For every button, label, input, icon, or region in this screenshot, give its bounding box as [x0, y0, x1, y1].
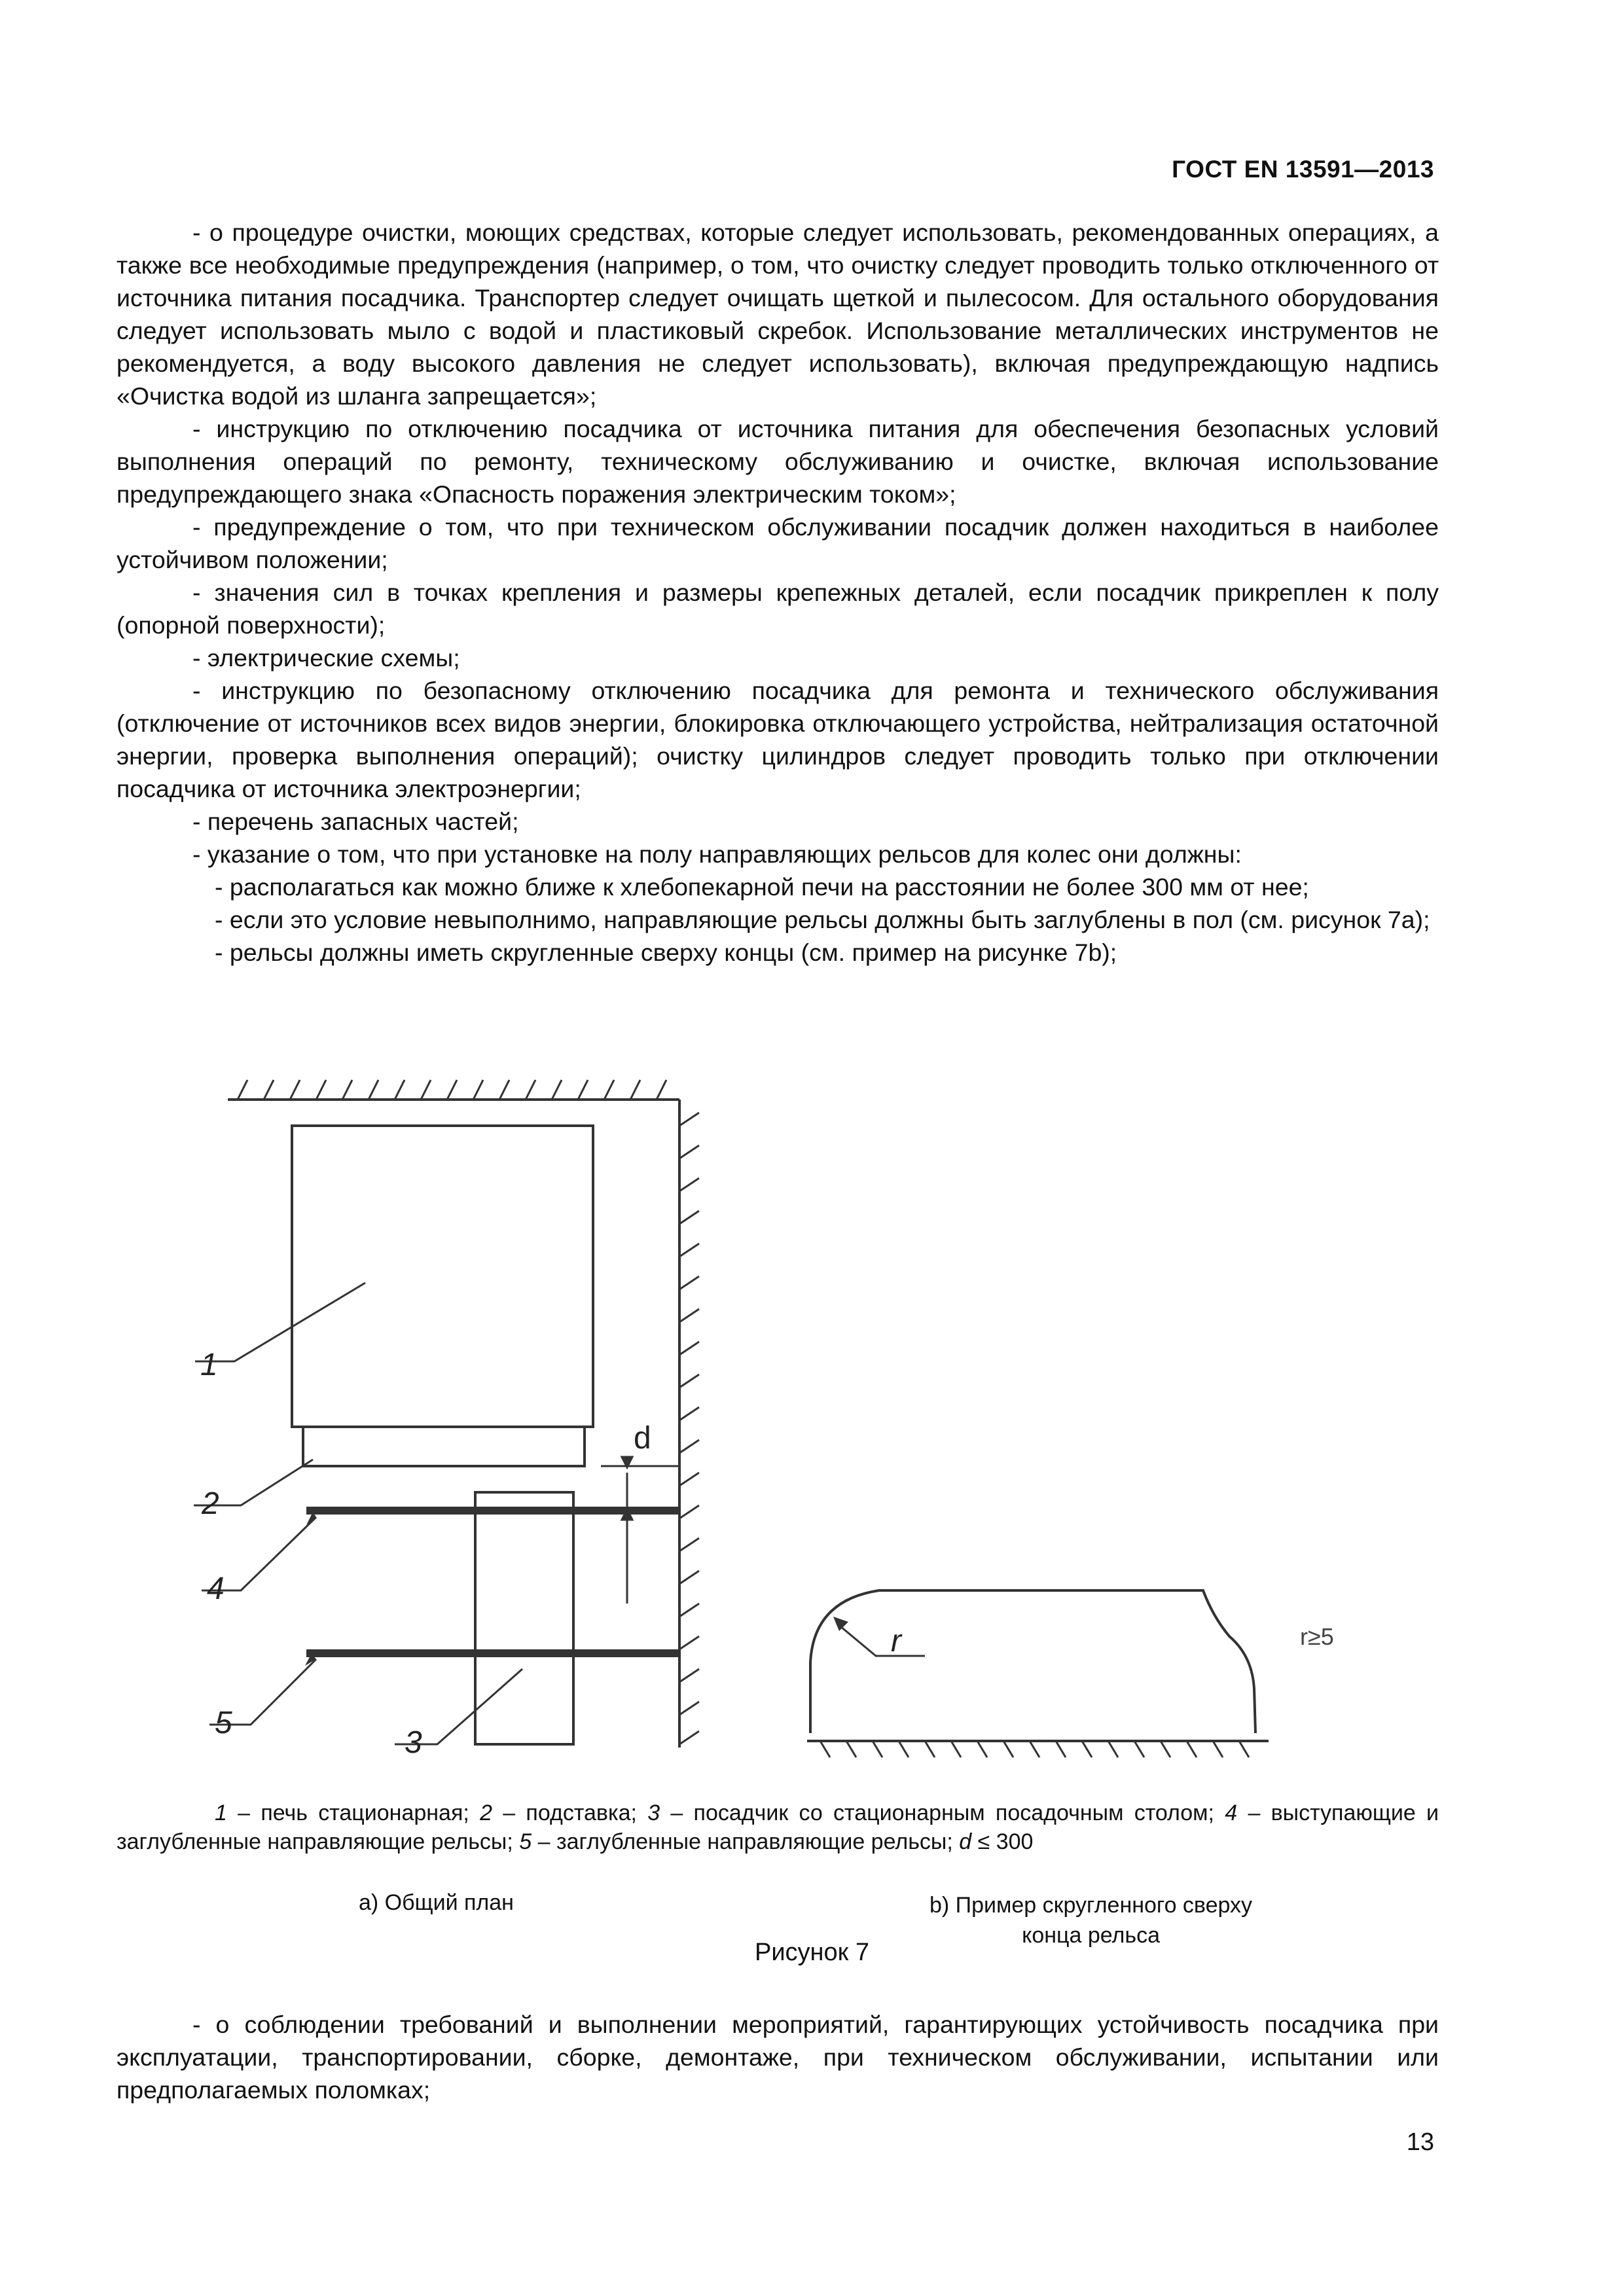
legend-number: 4 — [1225, 1801, 1238, 1825]
body-text-bottom — [117, 2008, 1439, 2106]
paragraph: - предупреждение о том, что при техническом обслуживании посадчик должен находиться в наиболее устойчивом положении; — [117, 513, 1439, 573]
rail-5 — [306, 1649, 679, 1657]
legend-text: – выступающие и заглубленные направляющие рельсы; — [117, 1801, 1439, 1854]
legend-number: 1 — [215, 1801, 227, 1825]
floor-hatching — [820, 1741, 1249, 1757]
legend-number: d — [959, 1829, 972, 1854]
document-header: ГОСТ EN 13591—2013 — [1172, 156, 1434, 183]
label-2: 2 — [202, 1486, 219, 1521]
legend-text: – заглубленные направляющие рельсы; — [532, 1829, 960, 1854]
legend-text: – печь стационарная; — [226, 1801, 480, 1825]
paragraph: - перечень запасных частей; — [192, 808, 519, 835]
label-r-condition: r≥5 — [1300, 1623, 1334, 1650]
subcaption-b-line1: b) Пример скругленного сверху — [929, 1893, 1253, 1918]
wall-hatching — [679, 1113, 699, 1744]
rail-4 — [306, 1507, 679, 1515]
leader-1 — [195, 1283, 365, 1361]
label-4: 4 — [207, 1571, 225, 1606]
rail-end-detail — [807, 1590, 1269, 1757]
loader — [475, 1492, 573, 1744]
leader-r — [837, 1623, 925, 1656]
legend-text: – посадчик со стационарным посадочным столом; — [660, 1801, 1225, 1825]
label-d: d — [634, 1421, 651, 1456]
ceiling-hatching — [238, 1080, 666, 1100]
paragraph: - рельсы должны иметь скругленные сверху концы (см. пример на рисунке 7b); — [215, 939, 1117, 966]
stand — [303, 1427, 585, 1466]
label-1: 1 — [200, 1348, 218, 1382]
paragraph: - инструкцию по безопасному отключению посадчика для ремонта и технического обслуживания (отключение от источников всех видов энергии, блокировка отключающего устройства, нейтрализация остаточной энергии, проверка выполнения операций); очистку цилиндров следует проводить только при отключении посадчика от источника электроэнергии; — [117, 677, 1439, 802]
d-dimension — [601, 1457, 679, 1604]
legend-number: 3 — [647, 1801, 660, 1825]
figure-drawing — [117, 1067, 1439, 1787]
legend-number: 5 — [519, 1829, 532, 1854]
figure-legend — [117, 1799, 1439, 1856]
figure-title: Рисунок 7 — [754, 1939, 869, 1966]
rail-end-outline — [810, 1590, 1255, 1733]
page-number: 13 — [1406, 2128, 1434, 2156]
legend-text: – подставка; — [492, 1801, 648, 1825]
label-r: r — [891, 1624, 901, 1659]
legend-number: 2 — [480, 1801, 492, 1825]
label-3: 3 — [405, 1725, 422, 1760]
paragraph: - значения сил в точках крепления и размеры крепежных деталей, если посадчик прикреплен к полу (опорной поверхности); — [117, 579, 1439, 639]
paragraph: - указание о том, что при установке на полу направляющих рельсов для колес они должны: — [192, 840, 1242, 868]
arrow-r — [833, 1617, 848, 1631]
paragraph: - если это условие невыполнимо, направляющие рельсы должны быть заглублены в пол (см. рисунок 7а); — [215, 906, 1430, 933]
paragraph: - электрические схемы; — [192, 644, 460, 672]
paragraph: - о процедуре очистки, моющих средствах, которые следует использовать, рекомендованных операциях, а также все необходимые предупреждения (например, о том, что очистку следует проводить только отключенного от источника питания посадчика. Транспортер следует очищать щеткой и пылесосом. Для остального оборудования следует использовать мыло с водой и пластиковый скребок. Использование металлических инструментов не рекомендуется, а воду высокого давления не следует использовать), включая предупреждающую надпись «Очистка водой из шланга запрещается»; — [117, 219, 1439, 410]
legend-text: ≤ 300 — [971, 1829, 1034, 1854]
subcaption-b-line2: конца рельса — [1022, 1923, 1160, 1948]
body-text — [117, 216, 1439, 969]
paragraph: - инструкцию по отключению посадчика от источника питания для обеспечения безопасных условий выполнения операций по ремонту, техническому обслуживанию и очистке, включая использование предупреждающего знака «Опасность поражения электрическим током»; — [117, 415, 1439, 508]
paragraph: - располагаться как можно ближе к хлебопекарной печи на расстоянии не более 300 мм от нее; — [215, 873, 1309, 901]
label-5: 5 — [215, 1706, 232, 1740]
figure-7 — [117, 1067, 1439, 1787]
paragraph: - о соблюдении требований и выполнении мероприятий, гарантирующих устойчивость посадчика при эксплуатации, транспортировании, сборке, демонтаже, при техническом обслуживании, испытании или предполагаемых поломках; — [117, 2011, 1439, 2104]
oven — [292, 1126, 593, 1427]
subcaption-a: а) Общий план — [359, 1890, 514, 1915]
